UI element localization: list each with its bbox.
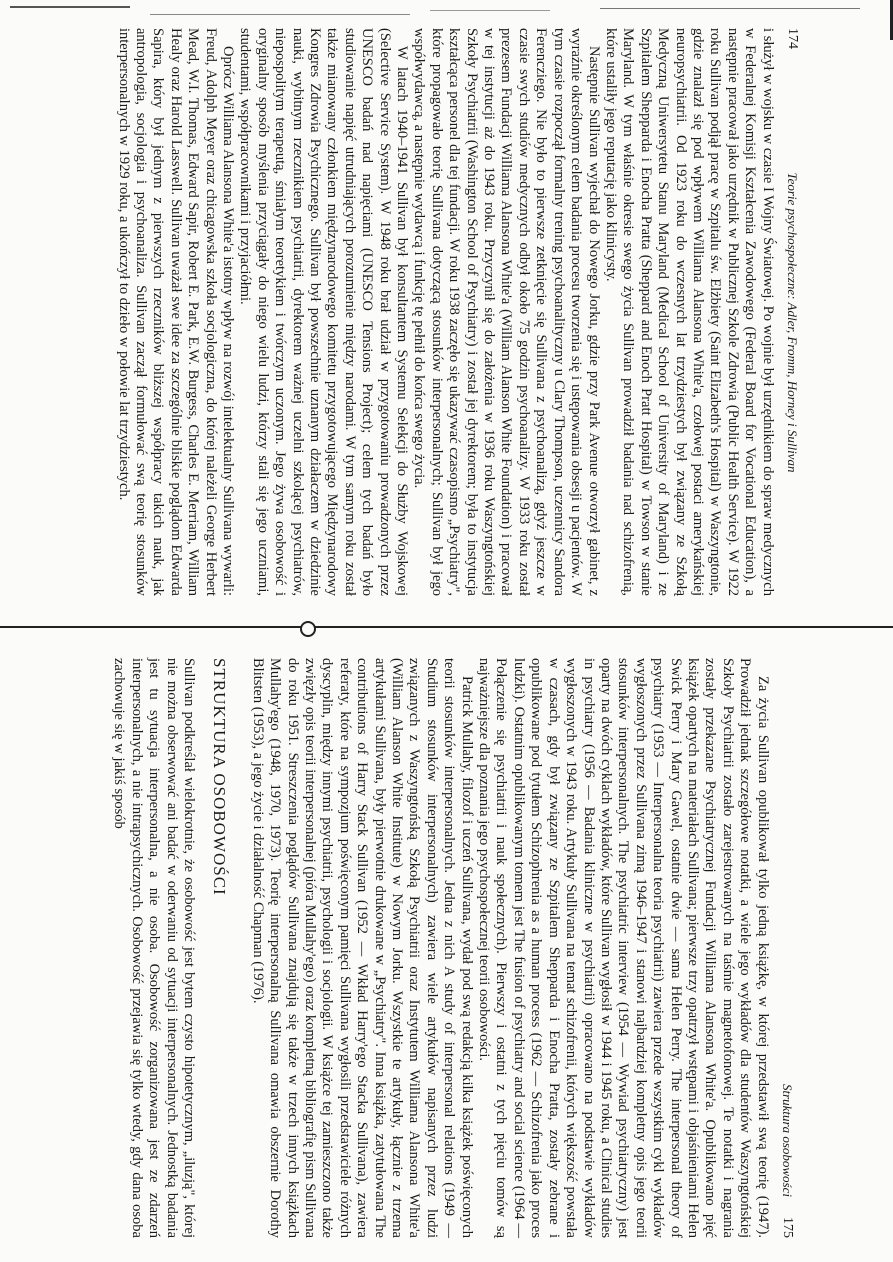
page-number: 175 <box>780 1217 795 1238</box>
fold-mark <box>300 621 316 637</box>
book-page-175 <box>96 658 796 1238</box>
running-head <box>779 658 796 1238</box>
paragraph: Za życia Sullivan opublikował tylko jedną książkę, w której przedstawił swą teorię (1947). Prowadził jednak szczegółowe notatki, a wiele jego wykładów dla studentów Waszyngtońskiej Szkoły Psychiatrii zostało zarejestrowanych na taśmie magnetofonowej. Te notatki i nagrania zostały przekazane Psychiatrycznej Fundacji Williama Alansona White'a. Opublikowano pięć książek opartych na materiałach Sullivana; pierwsze trzy opatrzył wstępami i objaśnieniami Helen Swick Perry i Mary Gawel, ostatnie dwie — sama Helen Perry. The interpersonal theory of psychiatry (1953 — Interpersonalna teoria psychiatrii) zawiera przede wszystkim cykl wykładów wygłoszonych przez Sullivana zimą 1946–1947 i stanowi najbardziej kompletny opis jego teorii stosunków interpersonalnych. The psychiatric interview (1954 — Wywiad psychiatryczny) jest oparty na dwóch cyklach wykładów, które Sullivan wygłosił w 1944 i 1945 roku, a Clinical studies in psychiatry (1956 — Badania kliniczne w psychiatrii) opracowano na podstawie wykładów wygłoszonych w 1943 roku. Artykuły Sullivana na temat schizofrenii, których większość powstała w czasach, gdy był związany ze Szpitalem Shepparda i Enocha Pratta, zostały zebrane i opublikowane pod tytułem Schizophrenia as a human process (1962 — Schizofrenia jako proces ludzki). Ostatnim opublikowanym tomem jest The fusion of psychiatry and social science (1964 — Połączenie się psychiatrii i nauk społecznych). Pierwszy i ostatni z tych pięciu tomów są najważniejsze dla poznania jego psychospołecznej teorii osobowości. <box>476 658 771 1238</box>
paragraph: W latach 1940–1941 Sullivan był konsultantem Systemu Selekcji do Służby Wojskowej (Selective Service System). W 1948 roku brał udział w przygotowaniu prowadzonych przez UNESCO badań nad napięciami (UNESCO Tensions Project); celem tych badań było studiowanie napięć utrudniających porozumienie między narodami. W tym samym roku został także mianowany członkiem międzynarodowego komitetu przygotowującego Międzynarodowy Kongres Zdrowia Psychicznego. Sullivan był powszechnie uznanym działaczem w dziedzinie nauki, wybitnym rzecznikiem psychiatrii, dyrektorem ważnej uczelni szkolącej psychiatrów, niepospolitym terapeutą, śmiałym teoretykiem i twórczym uczonym. Jego żywa osobowość i oryginalny sposób myślenia przyciągały do niego wielu ludzi, którzy stali się jego uczniami, studentami, współpracownikami i przyjaciółmi. <box>237 28 411 596</box>
scan-noise-line <box>10 6 130 8</box>
running-head-title: Struktura osobowości <box>780 1083 795 1197</box>
book-page-174 <box>91 28 801 596</box>
paragraph: Patrick Mullahy, filozof i uczeń Sullivana, wydał pod swą redakcją kilka książek poświęconych teorii stosunków interpersonalnych. Jedna z nich A study of interpersonal relations (1949 — Studium stosunków interpersonalnych) zawiera wiele artykułów napisanych przez ludzi związanych z Waszyngtońską Szkołą Psychiatrii oraz Instytutem Williama Alansona White'a (William Alanson White Institute) w Nowym Jorku. Wszystkie te artykuły, łącznie z trzema artykułami Sullivana, były pierwotnie drukowane w „Psychiatry". Inna książka, zatytułowana The contributions of Harry Stack Sullivan (1952 — Wkład Harry'ego Stacka Sullivana), zawiera referaty, które na sympozjum poświęconym pamięci Sullivana wygłosili przedstawiciele różnych dyscyplin, między innymi psychiatrii, psychologii i socjologii. W książce tej zamieszczono także zwięzły opis teorii interpersonalnej (pióra Mullahy'ego) oraz kompletną bibliografię pism Sullivana do roku 1951. Streszczenia poglądów Sullivana znajdują się także w trzech innych książkach Mullahy'ego (1948, 1970, 1973). Teorię interpersonalną Sullivana omawia obszernie Dorothy Blitsten (1953), a jego życie i działalność Chapman (1976). <box>249 658 475 1238</box>
paragraph: Oprócz Williama Alansona White'a istotny wpływ na rozwój intelektualny Sullivana wywarli: Freud, Adolph Meyer oraz chicagowska szkoła socjologiczna, do której należeli George Herbert Mead, W.I. Thomas, Edward Sapir, Robert E. Park, E.W. Burgess, Charles E. Merriam, William Healy oraz Harold Lasswell. Sullivan uważał swe idee za szczególnie bliskie poglądom Edwarda Sapira, który był jednym z pierwszych rzeczników bliższej współpracy takich nauk, jak antropologia, socjologia i psychoanaliza. Sullivan zaczął formułować swą teorię stosunków interpersonalnych w 1929 roku, a ukończył to dzieło w połowie lat trzydziestych. <box>115 28 236 596</box>
paragraph: Sullivan podkreślał wielokrotnie, że osobowość jest bytem czysto hipotetycznym, „iluzją", której nie można obserwować ani badać w oderwaniu od sytuacji interpersonalnych. Jednostką badania jest tu sytuacja interpersonalna, a nie osoba. Osobowość zorganizowana jest ze zdarzeń interpersonalnych, a nie intrapsychicznych. Osobowość przejawia się tylko wtedy, gdy dana osoba zachowuje się w jakiś sposób <box>111 658 197 1238</box>
running-head-title: Teorie psychospołeczne: Adler, Fromm, Horney i Sullivan <box>785 172 800 473</box>
running-head <box>784 28 801 596</box>
page-number: 174 <box>785 28 800 49</box>
scan-noise-line <box>430 10 550 11</box>
paragraph: i służył w wojsku w czasie I Wojny Światowej. Po wojnie był urzędnikiem do spraw medycznych w Federalnej Komisji Kształcenia Zawodowego (Federal Board for Vocational Education), a następnie pracował jako urzędnik w Publicznej Szkole Zdrowia (Public Health Service). W 1922 roku Sullivan podjął pracę w Szpitalu św. Elżbiety (Saint Elizabeth's Hospital) w Waszyngtonie, gdzie znalazł się pod wpływem Williama Alansona White'a, czołowej postaci amerykańskiej neuropsychiatrii. Od 1923 roku do wczesnych lat trzydziestych był związany ze Szkołą Medyczną Uniwersytetu Stanu Maryland (Medical School of University of Maryland) i ze Szpitalem Shepparda i Enocha Pratta (Sheppard and Enoch Pratt Hospital) w Towson w stanie Maryland. W tym właśnie okresie swego życia Sullivan prowadził badania nad schizofrenią, które ustaliły jego reputację jako klinicysty. <box>602 28 776 596</box>
paragraph: Następnie Sullivan wyjechał do Nowego Jorku, gdzie przy Park Avenue otworzył gabinet, z wyraźnie określonym celem badania procesu tworzenia się i ustępowania obsesji u pacjentów. W tym czasie rozpoczął formalny trening psychoanalityczny u Clary Thompson, uczennicy Sandora Ferencziego. Nie było to pierwsze zetknięcie się Sullivana z psychoanalizą, gdyż jeszcze w czasie swych studiów medycznych odbył około 75 godzin psychoanalizy. W 1933 roku został prezesem Fundacji Williama Alansona White'a (William Alanson White Foundation) i pracował w tej instytucji aż do 1943 roku. Przyczynił się do założenia w 1936 roku Waszyngtońskiej Szkoły Psychiatrii (Washington School of Psychiatry) i został jej dyrektorem; była to instytucja kształcąca personel dla tej fundacji. W roku 1938 zaczęło się ukazywać czasopismo „Psychiatry", które propagowało teorię Sullivana dotyczącą stosunków interpersonalnych; Sullivan był jego współwydawcą, a następnie wydawcą i funkcję tę pełnił do końca swego życia. <box>411 28 602 596</box>
scan-noise-line <box>150 14 410 15</box>
page-fold-line <box>0 626 893 628</box>
scan-noise-line <box>600 8 860 9</box>
section-heading: STRUKTURA OSOBOWOŚCI <box>210 658 230 896</box>
